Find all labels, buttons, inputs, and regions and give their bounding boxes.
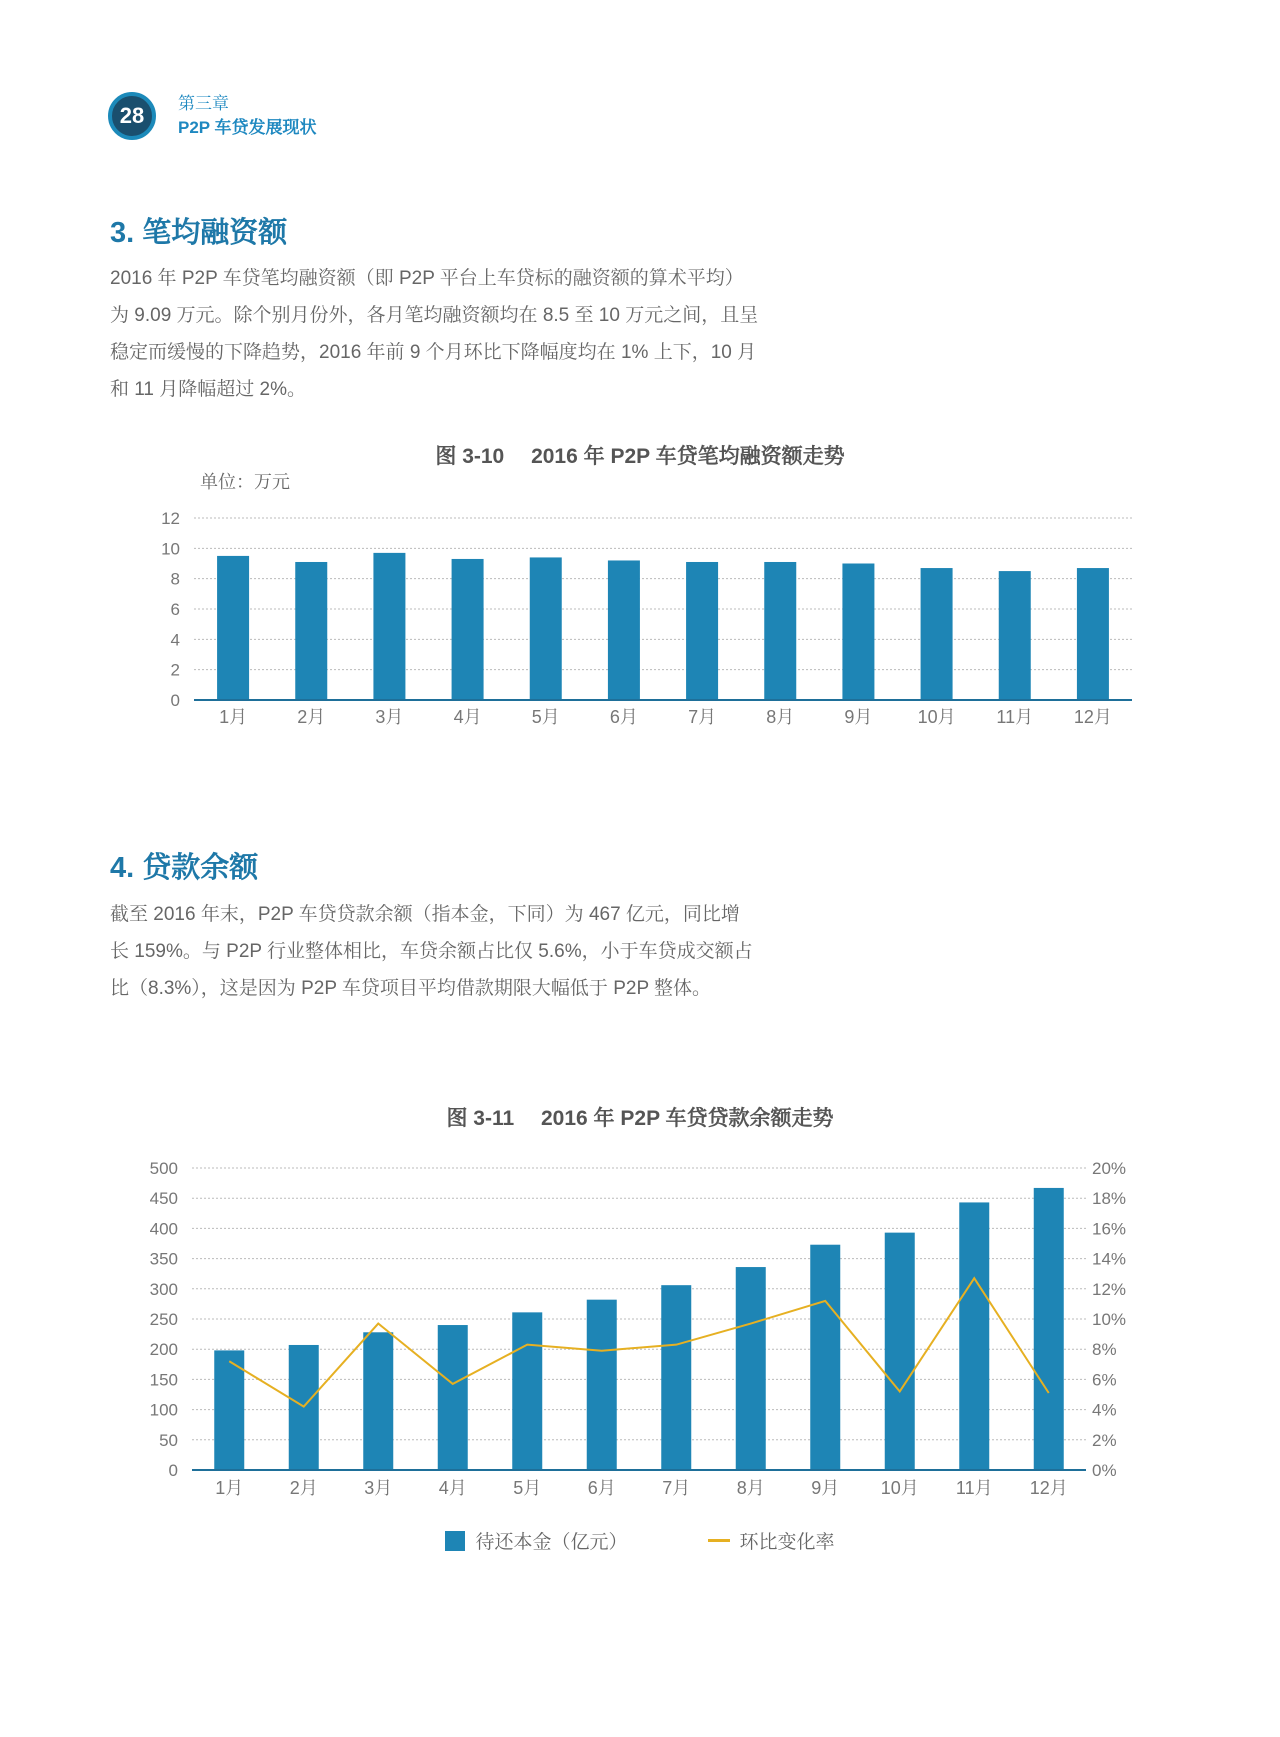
x-tick-label: 12月 <box>1029 1478 1068 1498</box>
x-tick-label: 2月 <box>289 1478 318 1498</box>
y-tick-label: 10 <box>161 539 180 559</box>
x-tick-label: 3月 <box>364 1478 393 1498</box>
y-right-tick-label: 10% <box>1092 1310 1127 1329</box>
x-tick-label: 9月 <box>811 1478 840 1498</box>
x-tick-label: 8月 <box>736 1478 765 1498</box>
x-tick-label: 11月 <box>996 707 1034 727</box>
y-tick-label: 4 <box>170 630 180 650</box>
change-rate-line <box>229 1278 1049 1406</box>
chapter-label: 第三章 <box>178 94 229 113</box>
bar <box>452 559 484 700</box>
page-number-badge: 28 <box>108 92 156 140</box>
bar <box>217 556 249 700</box>
bar <box>661 1285 691 1470</box>
y-left-tick-label: 300 <box>149 1279 178 1299</box>
bar <box>363 1332 393 1470</box>
bar <box>530 557 562 700</box>
x-tick-label: 9月 <box>844 707 873 727</box>
paragraph-line: 稳定而缓慢的下降趋势，2016 年前 9 个月环比下降幅度均在 1% 上下，10 月 <box>110 342 757 363</box>
bar <box>999 571 1031 700</box>
y-left-tick-label: 100 <box>149 1400 178 1420</box>
y-left-tick-label: 400 <box>149 1219 178 1239</box>
x-tick-label: 5月 <box>513 1478 542 1498</box>
y-right-tick-label: 12% <box>1092 1279 1127 1299</box>
section-title-loan-balance: 4. 贷款余额 <box>110 852 259 884</box>
bar <box>373 553 405 700</box>
legend-label: 环比变化率 <box>739 1532 835 1553</box>
x-tick-label: 1月 <box>215 1478 244 1498</box>
x-tick-label: 7月 <box>688 707 717 727</box>
legend-item-balance <box>445 1527 627 1554</box>
bar <box>736 1267 766 1470</box>
x-tick-label: 8月 <box>766 707 795 727</box>
x-tick-label: 4月 <box>438 1478 467 1498</box>
bar <box>289 1345 319 1470</box>
bar <box>1034 1188 1064 1470</box>
y-right-tick-label: 20% <box>1092 1159 1127 1178</box>
x-tick-label: 4月 <box>453 707 482 727</box>
legend-line-swatch <box>708 1539 730 1542</box>
bar <box>214 1350 244 1470</box>
x-tick-label: 1月 <box>219 707 248 727</box>
y-left-tick-label: 0 <box>168 1461 178 1480</box>
bar <box>842 564 874 701</box>
bar <box>959 1202 989 1470</box>
y-tick-label: 2 <box>170 660 180 680</box>
bar <box>295 562 327 700</box>
x-tick-label: 6月 <box>587 1478 616 1498</box>
bar <box>764 562 796 700</box>
y-tick-label: 6 <box>170 600 180 619</box>
bar <box>921 568 953 700</box>
x-tick-label: 7月 <box>662 1478 691 1498</box>
figure-title-3-11: 图 3-11 2016 年 P2P 车贷贷款余额走势 <box>446 1107 834 1130</box>
paragraph-line: 长 159%。与 P2P 行业整体相比，车贷余额占比仅 5.6%，小于车贷成交额占 <box>110 941 753 962</box>
paragraph-line: 比（8.3%），这是因为 P2P 车贷项目平均借款期限大幅低于 P2P 整体。 <box>110 978 712 999</box>
legend-item-change-rate <box>708 1527 835 1554</box>
y-right-tick-label: 18% <box>1092 1189 1127 1209</box>
y-left-tick-label: 250 <box>149 1310 178 1329</box>
y-right-tick-label: 14% <box>1092 1249 1127 1269</box>
bar <box>686 562 718 700</box>
chapter-title: P2P 车贷发展现状 <box>178 118 317 137</box>
y-tick-label: 12 <box>161 509 180 528</box>
chart-legend <box>0 1527 1280 1554</box>
x-tick-label: 6月 <box>609 707 638 727</box>
x-tick-label: 10月 <box>917 707 956 727</box>
bar <box>810 1245 840 1470</box>
x-tick-label: 2月 <box>297 707 326 727</box>
y-left-tick-label: 150 <box>149 1370 178 1390</box>
y-right-tick-label: 6% <box>1092 1370 1117 1390</box>
bar <box>1077 568 1109 700</box>
x-tick-label: 12月 <box>1073 707 1112 727</box>
legend-bar-swatch <box>445 1531 465 1551</box>
y-left-tick-label: 450 <box>149 1189 178 1209</box>
bar <box>438 1325 468 1470</box>
paragraph-line: 截至 2016 年末，P2P 车贷贷款余额（指本金，下同）为 467 亿元，同比增 <box>110 904 740 925</box>
bar <box>885 1233 915 1470</box>
y-left-tick-label: 350 <box>149 1249 178 1269</box>
unit-label: 单位：万元 <box>200 472 290 492</box>
section4-paragraph <box>110 896 810 1007</box>
y-right-tick-label: 2% <box>1092 1430 1117 1450</box>
y-tick-label: 0 <box>170 691 180 710</box>
y-right-tick-label: 16% <box>1092 1219 1127 1239</box>
y-right-tick-label: 0% <box>1092 1461 1117 1480</box>
y-tick-label: 8 <box>170 569 180 589</box>
y-right-tick-label: 8% <box>1092 1340 1117 1360</box>
section-title-avg-financing: 3. 笔均融资额 <box>110 217 288 249</box>
bar <box>587 1300 617 1470</box>
y-left-tick-label: 500 <box>149 1159 178 1178</box>
x-tick-label: 5月 <box>531 707 560 727</box>
chapter-heading <box>178 92 317 140</box>
page-header <box>108 92 317 140</box>
figure-title-3-10: 图 3-10 2016 年 P2P 车贷笔均融资额走势 <box>435 445 845 468</box>
paragraph-line: 2016 年 P2P 车贷笔均融资额（即 P2P 平台上车贷标的融资额的算术平均） <box>110 268 744 289</box>
x-tick-label: 10月 <box>880 1478 919 1498</box>
bar <box>512 1312 542 1470</box>
paragraph-line: 为 9.09 万元。除个别月份外，各月笔均融资额均在 8.5 至 10 万元之间，且呈 <box>110 305 759 326</box>
x-tick-label: 11月 <box>955 1478 993 1498</box>
y-right-tick-label: 4% <box>1092 1400 1117 1420</box>
bar <box>608 560 640 700</box>
y-left-tick-label: 50 <box>159 1430 178 1450</box>
y-left-tick-label: 200 <box>149 1340 178 1360</box>
x-tick-label: 3月 <box>375 707 404 727</box>
legend-label: 待还本金（亿元） <box>475 1532 628 1553</box>
paragraph-line: 和 11 月降幅超过 2%。 <box>110 379 307 400</box>
section3-paragraph <box>110 260 810 408</box>
